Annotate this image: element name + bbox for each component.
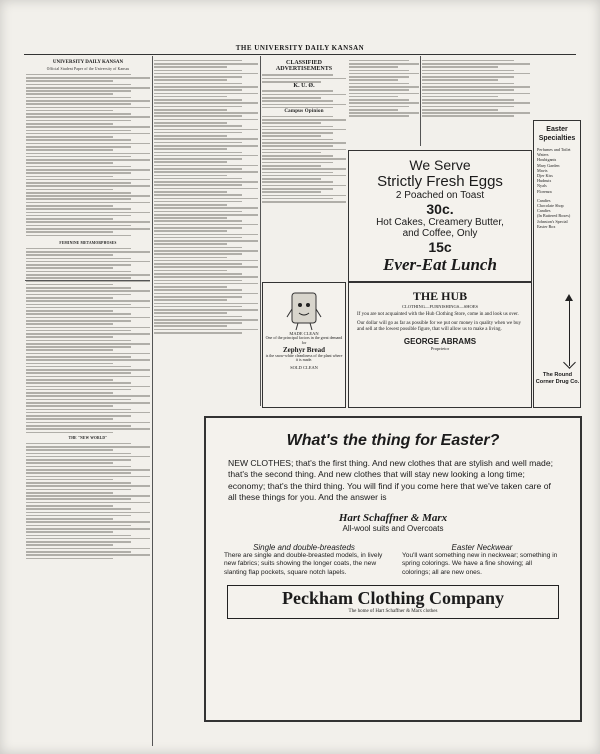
peckham-brand-sub: All-wool suits and Overcoats	[342, 523, 444, 533]
easter-specialties-ad	[533, 120, 581, 408]
hub-body-1: If you are not acquainted with the Hub Clothing Store, come in and look us over.	[357, 312, 519, 317]
eggs-price2: 15c	[428, 239, 452, 255]
peckham-ad	[204, 416, 582, 722]
eggs-line2: Strictly Fresh Eggs	[377, 173, 503, 190]
eggs-slogan: Ever-Eat Lunch	[383, 255, 497, 274]
list-item: Djer Kiss	[537, 173, 553, 179]
eggs-line5: and Coffee, Only	[402, 228, 478, 239]
specialty-list	[537, 147, 577, 229]
list-item: Mary Garden	[537, 162, 560, 168]
drug-store-name: The Round Corner Drug Co.	[535, 372, 580, 385]
masthead-title: THE UNIVERSITY DAILY KANSAN	[235, 44, 365, 52]
sold-clean: SOLD CLEAN	[290, 365, 318, 371]
list-item: Nyals	[537, 183, 547, 189]
feature-left-head: Single and double-breasteds	[253, 542, 355, 552]
hub-ad	[348, 282, 532, 408]
list-item: (In Buttered Boxes)	[537, 213, 571, 219]
zephyr-ad	[262, 282, 346, 408]
classified-column	[262, 58, 346, 273]
list-item: Hudnuts	[537, 178, 552, 184]
feature-headline-1: FEMININE METAMORPHOSES	[59, 241, 117, 246]
column-rule	[152, 56, 153, 746]
list-item: Houbigants	[537, 157, 557, 163]
list-item: Candies	[537, 197, 551, 203]
list-item: Mavis	[537, 167, 548, 173]
peckham-headline: What's the thing for Easter?	[286, 432, 500, 449]
campus-opinion-header: Campus Opinion	[284, 109, 324, 115]
eggs-line1: We Serve	[409, 157, 471, 173]
hub-body-2: Our dollar will go as far as possible for we put our money in quality when we buy and sell at the lowest possible figure, that will allow us to make a living.	[357, 321, 521, 332]
peckham-body: NEW CLOTHES; that's the first thing. And new clothes that are stylish and well made; that's the second thing. And new clothes that will stay new looking a long time; economy; that's the third thing. You will find if you come here that we've taken care of all these things for you. And the answer is	[228, 458, 554, 503]
list-item: Florenza	[537, 188, 552, 194]
hub-owner-title: Proprietor	[430, 346, 450, 351]
masthead	[24, 44, 576, 55]
list-item: Perfumes and Toilet Waters	[537, 147, 571, 158]
eggs-ad	[348, 150, 532, 282]
list-item: Chocolate Shop Candies	[537, 203, 564, 214]
feature-right-body: You'll want something new in neckwear; something in spring colorings. We have a fine showing; all colorings; all are new ones.	[402, 551, 558, 576]
article-column	[154, 58, 258, 408]
feature-right-head: Easter Neckwear	[451, 542, 513, 552]
classified-title: CLASSIFIED ADVERTISEMENTS	[275, 60, 333, 73]
feature-left-body: There are single and double-breasted models, in lively new fabrics; suits showing the longer coats, the new slanting flap pockets, square notch lapels.	[224, 551, 383, 576]
left-column	[26, 58, 150, 746]
peckham-features	[206, 533, 580, 578]
peckham-footer: The home of Hart Schaffner & Marx clothes	[348, 609, 438, 615]
zephyr-product: Zephyr Bread	[283, 345, 325, 354]
hub-subtitle: CLOTHING—FURNISHINGS—SHOES	[401, 304, 478, 309]
down-arrow-icon	[569, 296, 570, 366]
classified-column-2	[349, 58, 419, 148]
feature-left	[224, 543, 384, 578]
feature-headline-2: THE "NEW WORLD"	[68, 436, 108, 441]
zephyr-caption: One of the principal factors in the great demand for	[265, 335, 343, 345]
zephyr-tagline: is the snow-white cleanliness of the plant where it is made.	[265, 352, 343, 363]
easter-title: Easter Specialties	[538, 126, 576, 142]
baker-figure-icon	[286, 287, 322, 331]
eggs-price1: 30c.	[426, 201, 454, 217]
column-rule	[420, 56, 421, 146]
peckham-brand: Hart Schaffner & Marx	[338, 511, 448, 524]
peckham-store: Peckham Clothing Company	[281, 588, 505, 609]
paper-subheader: Official Student Paper of the University of Kansas	[46, 67, 130, 72]
hub-title: THE HUB	[412, 289, 468, 303]
peckham-store-box	[227, 585, 559, 619]
hub-owner: GEORGE ABRAMS	[403, 337, 477, 346]
feature-right	[402, 543, 562, 578]
eggs-line4: Hot Cakes, Creamery Butter,	[376, 217, 504, 228]
eggs-line3: 2 Poached on Toast	[395, 190, 485, 201]
paper-header: UNIVERSITY DAILY KANSAN	[52, 60, 124, 65]
classified-column-3	[422, 58, 530, 148]
ku-ad: K. U. Ø.	[293, 82, 315, 89]
made-clean: MADE CLEAN	[289, 331, 319, 336]
list-item: Johnston's Special Easter Box	[537, 218, 568, 229]
column-rule	[260, 56, 261, 406]
